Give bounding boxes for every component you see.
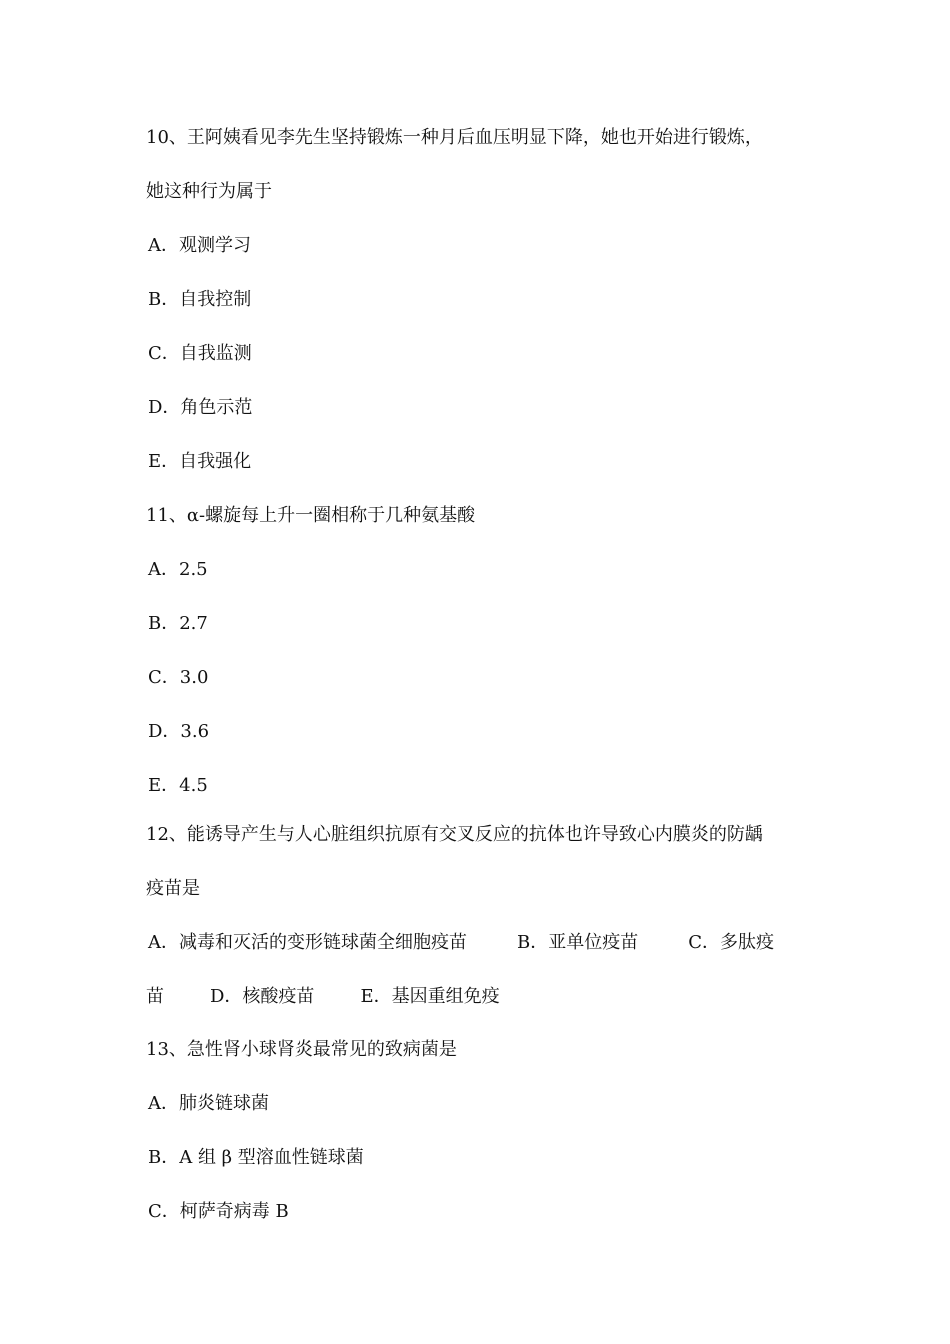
question-10-stem-line-1: 10、王阿姨看见李先生坚持锻炼一种月后血压明显下降，她也开始进行锻炼， (146, 127, 763, 148)
question-10-option-e: E．自我强化 (148, 451, 252, 472)
question-10-option-d: D．角色示范 (148, 397, 253, 418)
question-13-option-b: B．A 组 β 型溶血性链球菌 (148, 1147, 364, 1168)
question-11-option-a: A．2.5 (148, 559, 208, 580)
question-12-option-c-part-2: 苗 (146, 986, 164, 1007)
question-13-option-c: C．柯萨奇病毒 B (148, 1201, 289, 1222)
question-12-options-row-2 (146, 985, 500, 1009)
question-10-option-a: A．观测学习 (148, 235, 251, 256)
question-12-option-b: B．亚单位疫苗 (517, 932, 639, 953)
question-13-option-a: A．肺炎链球菌 (148, 1093, 269, 1114)
question-12-stem-line-2: 疫苗是 (146, 878, 200, 899)
question-10-stem-line-2: 她这种行为属于 (146, 181, 272, 202)
question-11-option-d: D．3.6 (148, 721, 210, 742)
question-12-option-d: D．核酸疫苗 (210, 986, 315, 1007)
question-12-option-a: A．减毒和灭活的变形链球菌全细胞疫苗 (148, 932, 467, 953)
question-12-option-e: E．基因重组免疫 (360, 986, 500, 1007)
question-11-option-e: E．4.5 (148, 775, 208, 796)
question-11-stem: 11、α-螺旋每上升一圈相称于几种氨基酸 (146, 505, 476, 526)
question-10-option-c: C．自我监测 (148, 343, 252, 364)
question-12-option-c-part-1: C．多肽疫 (688, 932, 775, 953)
question-13-stem: 13、急性肾小球肾炎最常见的致病菌是 (146, 1039, 457, 1060)
question-10-option-b: B．自我控制 (148, 289, 252, 310)
question-11-option-c: C．3.0 (148, 667, 209, 688)
question-11-option-b: B．2.7 (148, 613, 208, 634)
question-12-options-row-1 (148, 931, 774, 955)
question-12-stem-line-1: 12、能诱导产生与人心脏组织抗原有交叉反应的抗体也许导致心内膜炎的防龋 (146, 824, 763, 845)
